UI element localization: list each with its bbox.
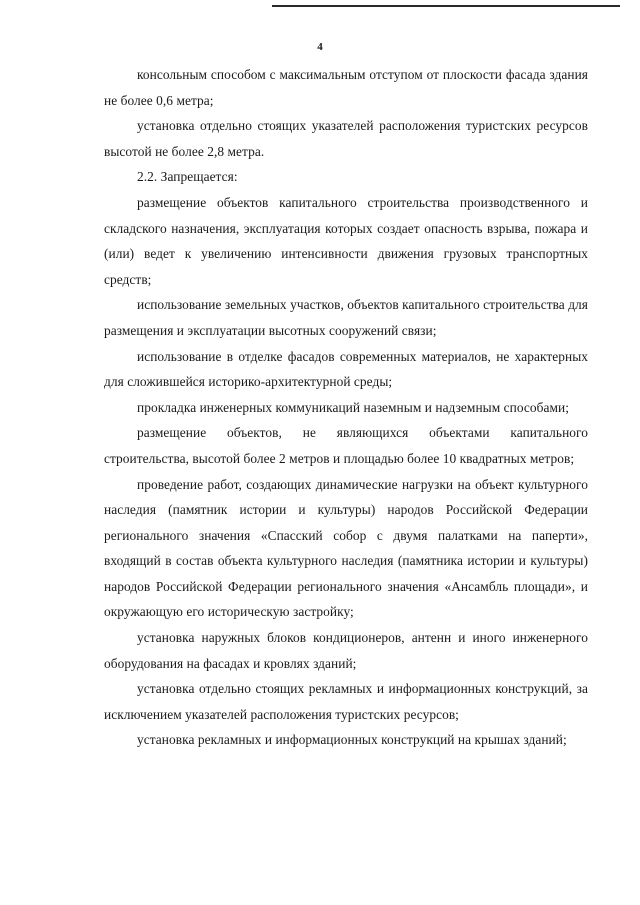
paragraph-communication-towers: использование земельных участков, объектов капитального строительства для размещения и эксплуатации высотных сооружений связи; [104,297,588,338]
paragraph-industrial-objects: размещение объектов капитального строительства производственного и складского назначения, эксплуатация которых создает опасность взрыва, пожара и (или) ведет к увеличению интенсивности движения грузовых транспортных средств; [104,194,588,287]
document-body [104,62,588,753]
paragraph-standalone-ads: установка отдельно стоящих рекламных и информационных конструкций, за исключением указателей расположения туристских ресурсов; [104,681,588,722]
page-number: 4 [317,41,323,53]
top-rule [272,5,620,7]
paragraph-rooftop-ads: установка рекламных и информационных конструкций на крышах зданий; [137,732,567,748]
paragraph-air-conditioners: установка наружных блоков кондиционеров, антенн и иного инженерного оборудования на фасадах и кровлях зданий; [104,630,588,671]
paragraph-tourist-signs: установка отдельно стоящих указателей расположения туристских ресурсов высотой не более 2,8 метра. [104,118,588,159]
paragraph-dynamic-loads: проведение работ, создающих динамические нагрузки на объект культурного наследия (памятник истории и культуры) народов Российской Федерации регионального значения «Спасский собор с двумя палатками на паперти», входящий в состав объекта культурного наследия (памятника истории и культуры) народов Российской Федерации регионального значения «Ансамбль площади», и окружающую его историческую застройку; [104,476,588,620]
paragraph-continuation: консольным способом с максимальным отступом от плоскости фасада здания не более 0,6 метра; [104,67,588,108]
paragraph-utility-lines: прокладка инженерных коммуникаций наземным и надземным способами; [137,399,570,415]
paragraph-facade-materials: использование в отделке фасадов современных материалов, не характерных для сложившейся историко-архитектурной среды; [104,348,588,390]
section-heading-prohibited: 2.2. Запрещается: [137,169,238,185]
paragraph-non-capital-objects: размещение объектов, не являющихся объектами капитального строительства, высотой более 2 метров и площадью более 10 квадратных метров; [104,425,588,466]
